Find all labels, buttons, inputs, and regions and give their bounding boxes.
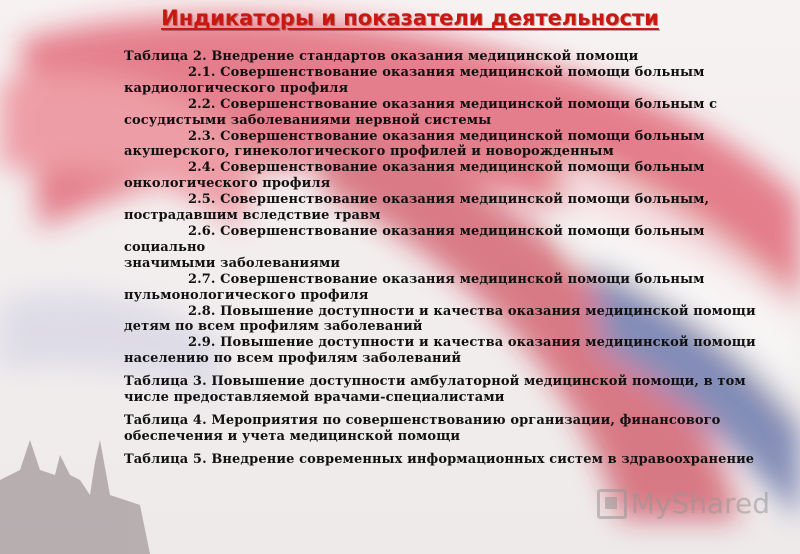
watermark: [597, 487, 770, 520]
text-line: обеспечения и учета медицинской помощи: [124, 428, 461, 444]
text-line: онкологического профиля: [124, 176, 331, 192]
text-line: числе предоставляемой врачами-специалистами: [124, 390, 505, 406]
text-line: населению по всем профилям заболеваний: [124, 351, 462, 367]
text-line: пострадавшим вследствие травм: [124, 208, 381, 224]
text-line: Таблица 3. Повышение доступности амбулаторной медицинской помощи, в том: [124, 374, 746, 390]
watermark-icon: [597, 489, 627, 519]
text-line: 2.8. Повышение доступности и качества оказания медицинской помощи: [188, 303, 756, 319]
text-line: кардиологического профиля: [124, 80, 349, 96]
text-line: 2.6. Совершенствование оказания медицинской помощи больным социально: [124, 223, 705, 255]
watermark-text: MyShared: [630, 487, 770, 520]
text-line: 2.3. Совершенствование оказания медицинской помощи больным: [188, 128, 705, 144]
text-line: 2.4. Совершенствование оказания медицинской помощи больным: [188, 160, 705, 176]
text-line: 2.1. Совершенствование оказания медицинской помощи больным: [188, 64, 705, 80]
text-line: акушерского, гинекологического профилей и новорожденным: [124, 144, 614, 160]
text-line: Таблица 5. Внедрение современных информационных систем в здравоохранение: [124, 451, 755, 467]
page-title: Индикаторы и показатели деятельности: [161, 6, 659, 30]
text-line: пульмонологического профиля: [124, 287, 369, 303]
text-line: Таблица 2. Внедрение стандартов оказания медицинской помощи: [124, 49, 639, 64]
text-line: детям по всем профилям заболеваний: [124, 319, 423, 335]
text-line: Таблица 4. Мероприятия по совершенствованию организации, финансового: [124, 412, 721, 428]
text-line: сосудистыми заболеваниями нервной системы: [124, 112, 492, 128]
indicator-list: [124, 49, 784, 468]
text-line: значимыми заболеваниями: [124, 255, 341, 271]
text-line: 2.5. Совершенствование оказания медицинской помощи больным,: [188, 192, 710, 208]
text-line: 2.9. Повышение доступности и качества оказания медицинской помощи: [188, 335, 756, 351]
text-line: 2.2. Совершенствование оказания медицинской помощи больным с: [188, 96, 718, 112]
text-line: 2.7. Совершенствование оказания медицинской помощи больным: [188, 271, 705, 287]
